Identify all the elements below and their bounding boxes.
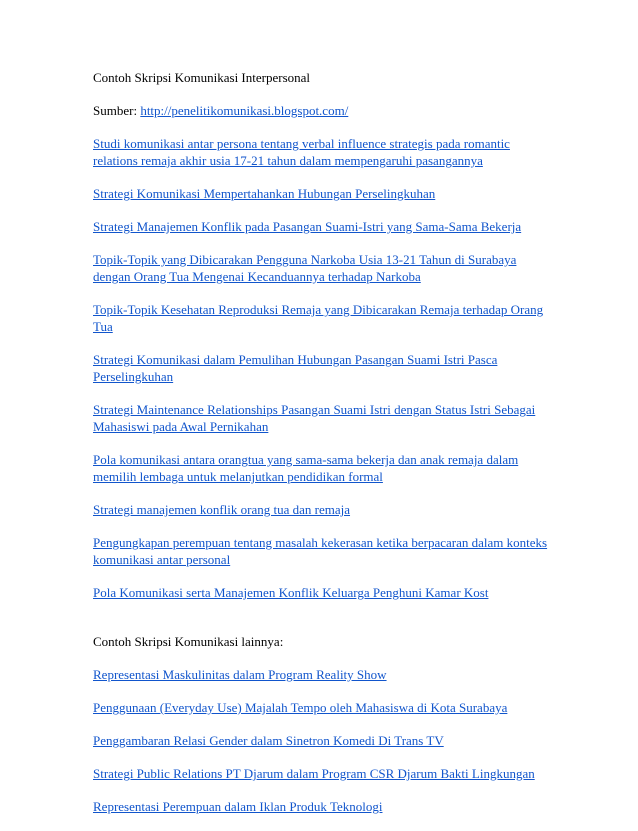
source-line: [93, 102, 553, 119]
thesis-link[interactable]: Penggunaan (Everyday Use) Majalah Tempo oleh Mahasiswa di Kota Surabaya: [93, 700, 508, 715]
link-item-4: [93, 251, 553, 285]
thesis-link[interactable]: Pengungkapan perempuan tentang masalah kekerasan ketika berpacaran dalam konteks komunikasi antar personal: [93, 535, 548, 567]
thesis-link[interactable]: Pola Komunikasi serta Manajemen Konflik Keluarga Penghuni Kamar Kost: [93, 585, 489, 600]
section-heading-other: Contoh Skripsi Komunikasi lainnya:: [93, 634, 284, 649]
thesis-link[interactable]: Penggambaran Relasi Gender dalam Sinetron Komedi Di Trans TV: [93, 733, 444, 748]
link-item-5: [93, 301, 553, 335]
thesis-link[interactable]: Strategi Maintenance Relationships Pasangan Suami Istri dengan Status Istri Sebagai Mahasiswi pada Awal Pernikahan: [93, 402, 536, 434]
other-link-item-4: [93, 765, 553, 782]
thesis-link[interactable]: Strategi Komunikasi Mempertahankan Hubungan Perselingkuhan: [93, 186, 436, 201]
other-link-item-2: [93, 699, 553, 716]
document-page: [93, 69, 553, 831]
spacer: [93, 617, 553, 633]
source-prefix: Sumber:: [93, 103, 141, 118]
thesis-link[interactable]: Strategi Komunikasi dalam Pemulihan Hubungan Pasangan Suami Istri Pasca Perselingkuhan: [93, 352, 498, 384]
thesis-link[interactable]: Strategi Manajemen Konflik pada Pasangan Suami-Istri yang Sama-Sama Bekerja: [93, 219, 522, 234]
source-link[interactable]: http://penelitikomunikasi.blogspot.com/: [140, 103, 349, 118]
thesis-link[interactable]: Representasi Perempuan dalam Iklan Produk Teknologi: [93, 799, 383, 814]
link-item-2: [93, 185, 553, 202]
other-link-item-3: [93, 732, 553, 749]
link-item-8: [93, 451, 553, 485]
link-item-1: [93, 135, 553, 169]
section-heading-interpersonal: Contoh Skripsi Komunikasi Interpersonal: [93, 70, 311, 85]
thesis-link[interactable]: Studi komunikasi antar persona tentang verbal influence strategis pada romantic relations remaja akhir usia 17-21 tahun dalam mempengaruhi pasangannya: [93, 136, 510, 168]
thesis-link[interactable]: Topik-Topik Kesehatan Reproduksi Remaja yang Dibicarakan Remaja terhadap Orang Tua: [93, 302, 544, 334]
link-item-9: [93, 501, 553, 518]
thesis-link[interactable]: Topik-Topik yang Dibicarakan Pengguna Narkoba Usia 13-21 Tahun di Surabaya dengan Orang Tua Mengenai Kecanduannya terhadap Narkoba: [93, 252, 517, 284]
link-item-11: [93, 584, 553, 601]
other-link-item-5: [93, 798, 553, 815]
thesis-link[interactable]: Representasi Maskulinitas dalam Program Reality Show: [93, 667, 387, 682]
other-link-item-1: [93, 666, 553, 683]
link-item-7: [93, 401, 553, 435]
thesis-link[interactable]: Pola komunikasi antara orangtua yang sama-sama bekerja dan anak remaja dalam memilih lembaga untuk melanjutkan pendidikan formal: [93, 452, 519, 484]
link-item-10: [93, 534, 553, 568]
link-item-6: [93, 351, 553, 385]
thesis-link[interactable]: Strategi Public Relations PT Djarum dalam Program CSR Djarum Bakti Lingkungan: [93, 766, 535, 781]
link-item-3: [93, 218, 553, 235]
thesis-link[interactable]: Strategi manajemen konflik orang tua dan remaja: [93, 502, 351, 517]
